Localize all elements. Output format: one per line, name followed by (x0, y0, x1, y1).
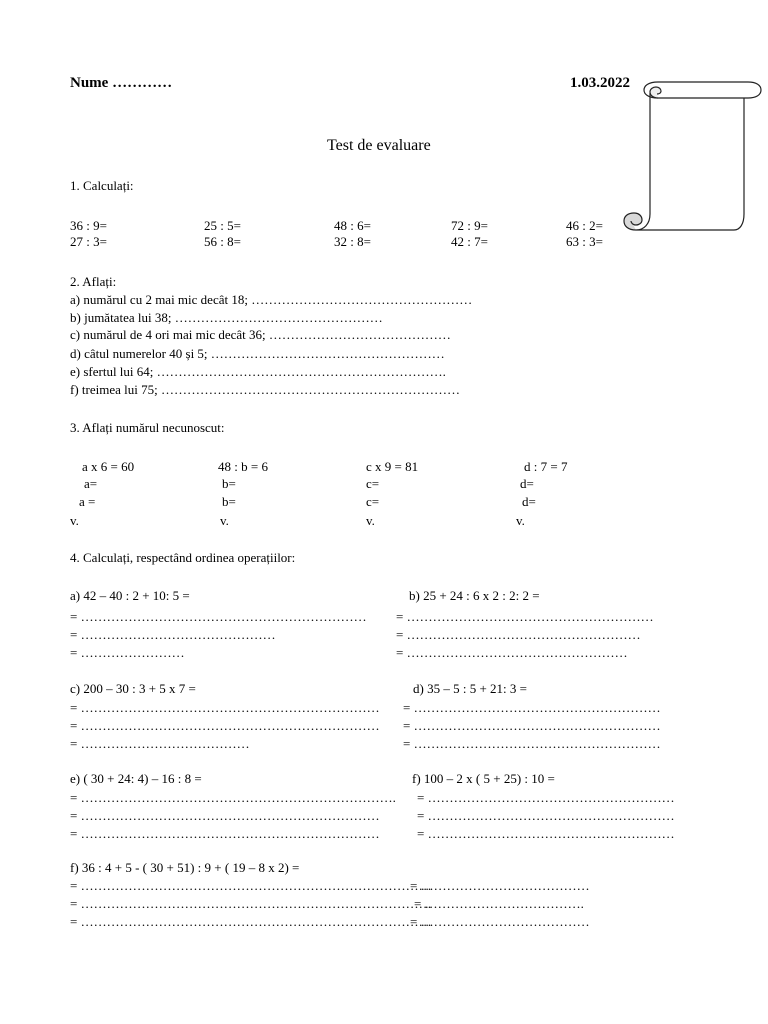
ex2-item: d) câtul numerelor 40 și 5; ……………………………………………… (70, 346, 445, 361)
ex1-item: 27 : 3= (70, 234, 107, 249)
ex1-item: 63 : 3= (566, 234, 603, 249)
date: 1.03.2022 (570, 75, 630, 91)
name-label: Nume ………… (70, 75, 173, 91)
ex2-item: a) numărul cu 2 mai mic decât 18; …………………………………………… (70, 292, 473, 307)
ex4-line: = ………………………………………………… (417, 826, 675, 841)
ex4-expression: f) 36 : 4 + 5 - ( 30 + 51) : 9 + ( 19 – 8 x 2) = (70, 860, 300, 875)
ex3-step: b= (222, 494, 236, 509)
ex4-expression: a) 42 – 40 : 2 + 10: 5 = (70, 588, 190, 603)
ex3-step: c= (366, 476, 380, 491)
ex3-equation: c x 9 = 81 (366, 459, 419, 474)
ex4-line: = ………………………………… (70, 736, 250, 751)
ex4-line: = ……………………………………………………………………… (70, 914, 432, 929)
ex3-equation: 48 : b = 6 (218, 459, 268, 474)
ex4-line: = ………………………………………………… (417, 808, 675, 823)
ex3-verify: v. (516, 513, 525, 528)
ex4-line: = …………………………………………………………… (70, 826, 380, 841)
scroll-icon (620, 74, 765, 236)
ex4-line: = ………………………………………………… (403, 736, 661, 751)
ex1-item: 25 : 5= (204, 218, 241, 233)
ex4-expression: f) 100 – 2 x ( 5 + 25) : 10 = (412, 771, 555, 786)
ex3-step: b= (222, 476, 236, 491)
page-title: Test de evaluare (327, 137, 431, 154)
ex1-item: 42 : 7= (451, 234, 488, 249)
ex3-equation: a x 6 = 60 (82, 459, 135, 474)
ex4-line: = ………………………………………………………………. (70, 790, 396, 805)
ex1-item: 56 : 8= (204, 234, 241, 249)
ex4-line: = ……………………………………………… (396, 627, 641, 642)
ex3-step: c= (366, 494, 380, 509)
ex3-step: a= (84, 476, 98, 491)
ex4-line: = …………………………………………… (396, 645, 628, 660)
ex1-heading: 1. Calculați: (70, 178, 134, 193)
ex4-line: = ………………………………… (410, 878, 590, 893)
ex4-line: = ………………………………………………………… (70, 609, 367, 624)
ex4-line: = ……………………………………………………………………… (70, 896, 432, 911)
ex1-item: 32 : 8= (334, 234, 371, 249)
ex3-equation: d : 7 = 7 (524, 459, 568, 474)
ex2-item: c) numărul de 4 ori mai mic decât 36; …………………………………… (70, 327, 451, 342)
ex4-heading: 4. Calculați, respectând ordinea operațiilor: (70, 550, 296, 565)
ex4-line: = ………………………………………………… (403, 718, 661, 733)
ex4-line: = …………………… (70, 645, 185, 660)
ex4-line: = ………………………………………………… (403, 700, 661, 715)
ex4-line: = ………………………………………………… (417, 790, 675, 805)
ex4-line: = ………………………………. (414, 896, 584, 911)
ex2-item: e) sfertul lui 64; …………………………………………………………. (70, 364, 446, 379)
ex4-expression: c) 200 – 30 : 3 + 5 x 7 = (70, 681, 196, 696)
ex1-item: 48 : 6= (334, 218, 371, 233)
ex1-item: 46 : 2= (566, 218, 603, 233)
ex4-expression: e) ( 30 + 24: 4) – 16 : 8 = (70, 771, 202, 786)
ex4-expression: b) 25 + 24 : 6 x 2 : 2: 2 = (409, 588, 540, 603)
ex4-line: = …………………………………………………………… (70, 718, 380, 733)
ex2-heading: 2. Aflați: (70, 274, 117, 289)
ex4-line: = …………………………………………………………… (70, 808, 380, 823)
ex3-verify: v. (366, 513, 375, 528)
ex3-verify: v. (70, 513, 79, 528)
ex3-heading: 3. Aflați numărul necunoscut: (70, 420, 225, 435)
ex3-step: d= (520, 476, 534, 491)
ex3-verify: v. (220, 513, 229, 528)
ex2-item: b) jumătatea lui 38; ………………………………………… (70, 310, 383, 325)
ex4-line: = …………………………………………………………… (70, 700, 380, 715)
ex3-step: a = (79, 494, 96, 509)
ex4-line: = ………………………………………………… (396, 609, 654, 624)
ex4-line: = ………………………………… (410, 914, 590, 929)
ex2-item: f) treimea lui 75; …………………………………………………………… (70, 382, 460, 397)
ex3-step: d= (522, 494, 536, 509)
ex1-item: 72 : 9= (451, 218, 488, 233)
ex4-line: = ……………………………………………………………………… (70, 878, 432, 893)
ex4-line: = ……………………………………… (70, 627, 276, 642)
ex1-item: 36 : 9= (70, 218, 107, 233)
ex4-expression: d) 35 – 5 : 5 + 21: 3 = (413, 681, 527, 696)
